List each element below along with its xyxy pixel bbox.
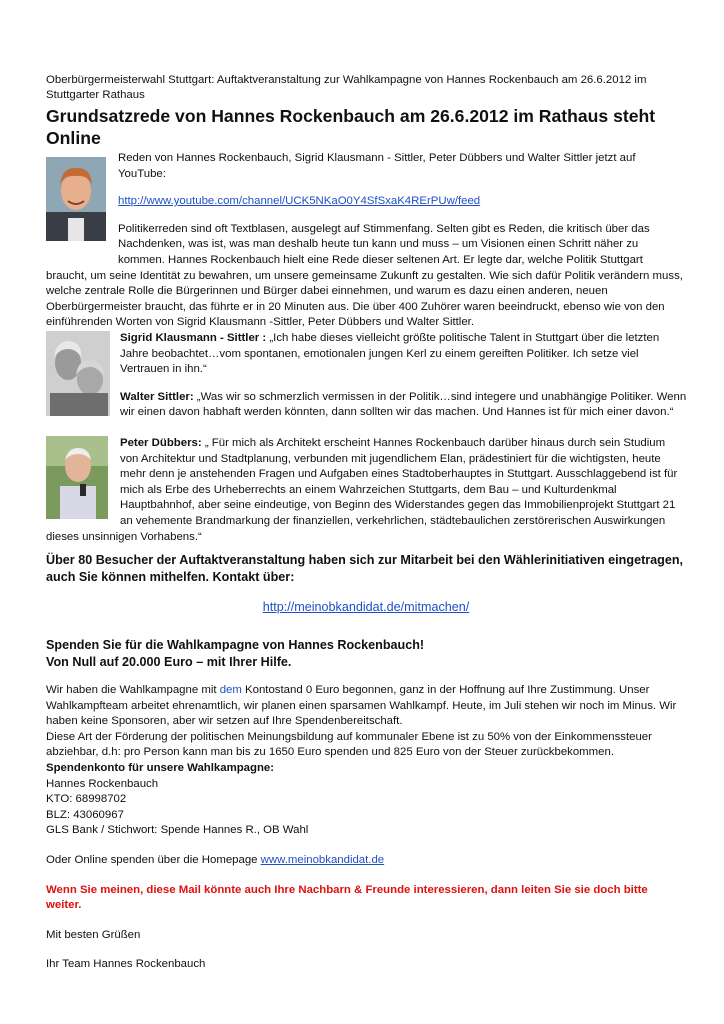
greeting: Mit besten Grüßen [46, 928, 141, 941]
donate-block [46, 683, 686, 973]
online-donate-line: Oder Online spenden über die Homepage www.meinobkandidat.de [46, 853, 385, 866]
speaker-sigrid: Sigrid Klausmann - Sittler : [120, 332, 267, 344]
account-heading: Spendenkonto für unsere Wahlkampagne: [46, 761, 275, 774]
quote-peter-text: „ Für mich als Architekt erscheint Hannes Rockenbauch darüber hinaus durch sein Studium von Architektur und Stadtplanung, verbunden mit jugendlichem Elan, prädestiniert für die wichtigsten, heute mehr denn je anstehenden Fragen und Aufgaben eines Stadtoberhauptes in Stuttgart. Ausschlaggebend ist für mich als Erbe des Urheberrechts an einem Wahrzeichen Stuttgarts, dem Bau – und Kulturdenkmal Hauptbahnhof, aber seine eindeutige, von Beginn des Widerstandes gegen das Immobilienprojekt Stuttgart 21 an vehemente Brandmarkung der finanziellen, verkehrlichen, städtebaulichen zerstörerischen Auswirkungen dieses unsinnigen Vorhabens.“ [46, 437, 678, 543]
pretitle: Oberbürgermeisterwahl Stuttgart: Auftaktveranstaltung zur Wahlkampagne von Hannes Rockenbauch am 26.6.2012 im Stuttgarter Rathaus [46, 74, 647, 101]
donate-paragraph-2: Diese Art der Förderung der politischen Meinungsbildung auf kommunaler Ebene ist zu 50% von der Einkommenssteuer abziehbar, d.h: pro Person kann man bis zu 1650 Euro spenden und 825 Euro von der Steuer zurückbekommen. [46, 730, 652, 759]
quote-peter [46, 436, 686, 545]
speaker-walter: Walter Sittler: [120, 390, 194, 403]
forward-note: Wenn Sie meinen, diese Mail könnte auch Ihre Nachbarn & Freunde interessieren, dann leiten Sie sie doch bitte weiter. [46, 883, 648, 912]
donate-heading-2: Von Null auf 20.000 Euro – mit Ihrer Hilfe. [46, 655, 292, 669]
volunteer-link[interactable]: http://meinobkandidat.de/mitmachen/ [262, 600, 470, 614]
speaker-peter: Peter Dübbers: [120, 437, 202, 449]
quote-sigrid-text: „Ich habe dieses vielleicht größte politische Talent in Stuttgart über die letzten Jahre beobachtet…vom spontanen, emotionalen jungen Kerl zu einem gereiften Politiker. Ich setze viel Vertrauen in ihn.“ [120, 332, 660, 376]
intro-block [46, 151, 686, 331]
volunteer-link-row [46, 600, 686, 616]
intro-line: Reden von Hannes Rockenbauch, Sigrid Klausmann - Sittler, Peter Dübbers und Walter Sittler jetzt auf YouTube: [118, 152, 636, 180]
volunteer-heading: Über 80 Besucher der Auftaktveranstaltung haben sich zur Mitarbeit bei den Wählerinitiativen eingetragen, auch Sie können mithelfen. Kontakt über: [46, 553, 684, 584]
donate-heading [46, 637, 686, 671]
sittler-couple-photo [46, 331, 110, 416]
account-bank: GLS Bank / Stichwort: Spende Hannes R., OB Wahl [46, 824, 309, 837]
account-blz: BLZ: 43060967 [46, 808, 124, 821]
signature: Ihr Team Hannes Rockenbauch [46, 958, 206, 971]
account-kto: KTO: 68998702 [46, 793, 127, 806]
intro-paragraph: Politikerreden sind oft Textblasen, ausgelegt auf Stimmenfang. Selten gibt es Reden, die kritisch über das Nachdenken, was ist, was man deshalb heute tun kann und muss – um Visionen einen Schritt näher zu kommen. Hannes Rockenbauch hielt eine Rede dieser seltenen Art. Er legte dar, welche Politik Stuttgart braucht, um seine Identität zu bewahren, um unsere gemeinsame Zukunft zu gestalten. Wie sich dafür Politik verändern muss, welche zentrale Rolle die Bürgerinnen und Bürger dabei einnehmen, und warum es dazu einen anderen, neuen Oberbürgermeister braucht, das führte er in 20 Minuten aus. Die über 400 Zuhörer waren beeindruckt, ebenso wie von den einführenden Worten von Sigrid Klausmann -Sittler, Peter Dübbers und Walter Sittler. [46, 222, 683, 329]
quote-walter-text: „Was wir so schmerzlich vermissen in der Politik…sind integere und unabhängige Politiker. Wenn wir einen davon habhaft werden könnten, dann sollten wir das machen. Und Hannes ist für mich einer davon.“ [120, 390, 687, 419]
page-title: Grundsatzrede von Hannes Rockenbauch am 26.6.2012 im Rathaus steht Online [46, 106, 656, 148]
quote-sigrid [120, 331, 688, 421]
youtube-link[interactable]: http://www.youtube.com/channel/UCK5NKaO0Y4SfSxaK4RErPUw/feed [118, 195, 481, 208]
donate-paragraph-1: Wir haben die Wahlkampagne mit dem Kontostand 0 Euro begonnen, ganz in der Hoffnung auf Ihre Zustimmung. Unser Wahlkampfteam arbeitet ehrenamtlich, wir planen einen sparsamen Wahlkampf. Heute, im Juli stehen wir noch im Minus. Wir haben keine Sponsoren, aber wir setzen auf Ihre Spendenbereitschaft. [46, 684, 677, 728]
donate-heading-1: Spenden Sie für die Wahlkampagne von Hannes Rockenbauch! [46, 638, 425, 652]
homepage-link[interactable]: www.meinobkandidat.de [260, 853, 385, 866]
account-name: Hannes Rockenbauch [46, 777, 159, 790]
